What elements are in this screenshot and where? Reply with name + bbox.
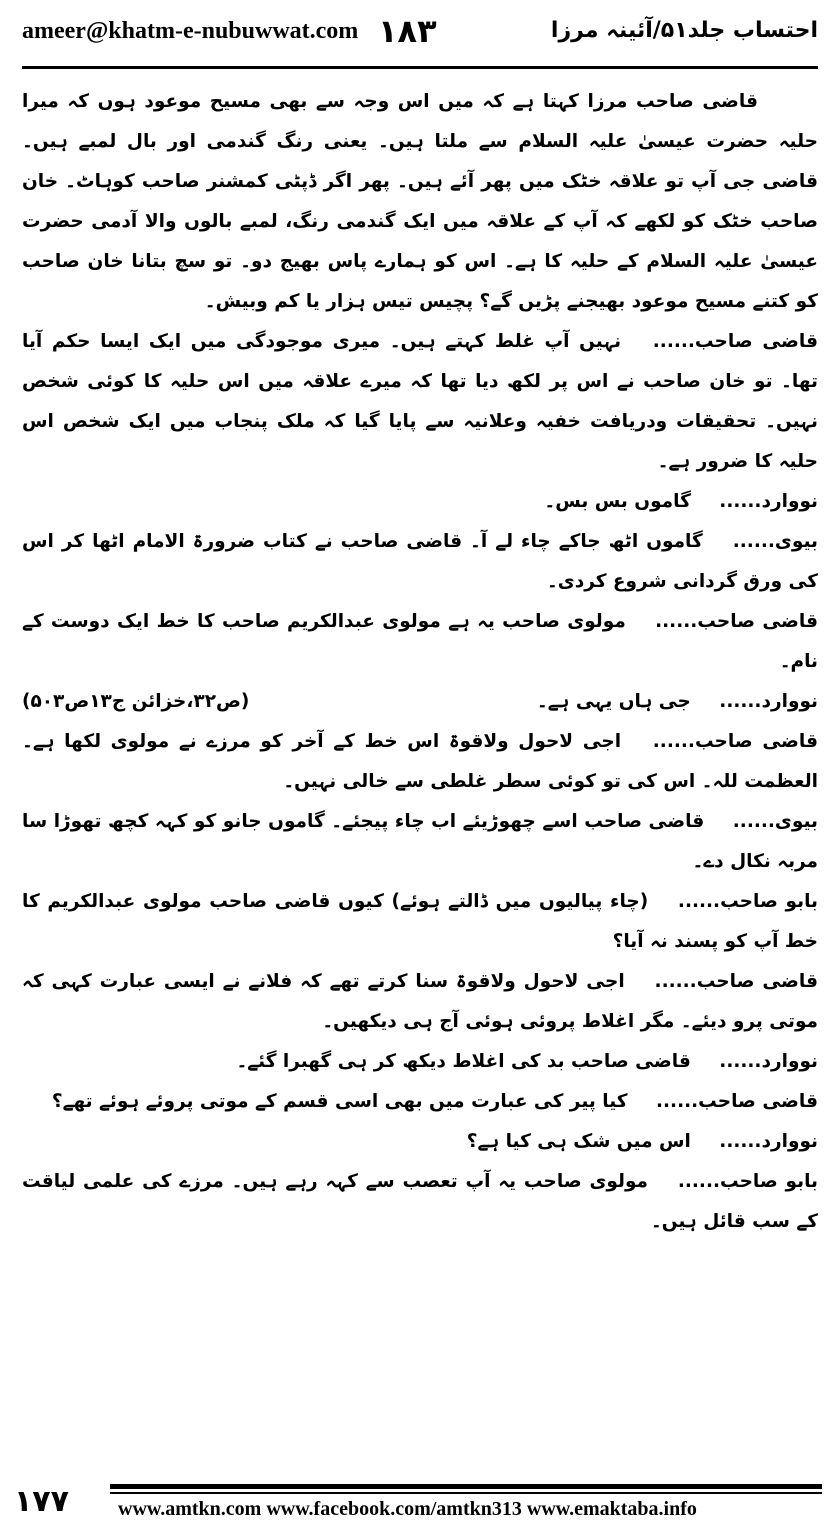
dialogue-text: گاموں بس بس۔ (544, 491, 691, 512)
speaker-label: بیوی...... (732, 531, 818, 552)
dialogue-line (22, 1162, 818, 1242)
speaker-label: قاضی صاحب...... (654, 971, 818, 992)
speaker-label: نووارد...... (719, 491, 818, 512)
dialogue-line (22, 1042, 818, 1082)
book-title: احتساب جلد۵۱/آئینہ مرزا (550, 18, 818, 43)
dialogue-line (22, 322, 818, 482)
speaker-label: بیوی...... (732, 811, 818, 832)
page-body (22, 82, 818, 1462)
original-page-number: ۱۷۷ (14, 1484, 69, 1519)
footer-links: www.amtkn.com www.facebook.com/amtkn313 www.emaktaba.info (118, 1498, 697, 1520)
page-header (0, 0, 840, 76)
dialogue-text: (چاء پیالیوں میں ڈالتے ہوئے) کیوں قاضی صاحب مولوی عبدالکریم کا خط آپ کو پسند نہ آیا؟ (22, 891, 818, 952)
speaker-label: قاضی صاحب...... (652, 731, 818, 752)
dialogue-line (22, 722, 818, 802)
dialogue-line (22, 602, 818, 682)
dialogue-text: اجی لاحول ولاقوۃ اس خط کے آخر کو مرزے نے مولوی لکھا ہے۔ العظمت للہ۔ اس کی تو کوئی سطر غلطی سے خالی نہیں۔ (22, 731, 818, 792)
dialogue-text: جی ہاں یہی ہے۔ (536, 691, 691, 712)
page-number: ۱۸۳ (378, 12, 437, 50)
paragraph-1: قاضی صاحب مرزا کہتا ہے کہ میں اس وجہ سے بھی مسیح موعود ہوں کہ میرا حلیہ حضرت عیسیٰ علیہ السلام سے ملتا ہیں۔ یعنی رنگ گندمی اور بال لمبے ہیں۔ قاضی جی آپ تو علاقہ خٹک میں پھر آئے ہیں۔ پھر اگر ڈپٹی کمشنر صاحب کوہاٹ۔ خان صاحب خٹک کو لکھے کہ آپ کے علاقہ میں ایک گندمی رنگ، لمبے بالوں والا آدمی حضرت عیسیٰ علیہ السلام کے حلیہ کا ہے۔ اس کو ہمارے پاس بھیج دو۔ تو سچ بتانا خان صاحب کو کتنے مسیح موعود بھیجنے پڑیں گے؟ پچیس تیس ہزار یا کم وبیش۔ (22, 91, 818, 312)
dialogue-line (22, 482, 818, 522)
dialogue-line (22, 1122, 818, 1162)
dialogue-text: اجی لاحول ولاقوۃ سنا کرتے تھے کہ فلانے نے ایسی عبارت کہی کہ موتی پرو دیئے۔ مگر اغلاط پروئی ہوئی آج ہی دیکھیں۔ (22, 971, 818, 1032)
dialogue-line (22, 682, 818, 722)
citation-reference: (ص۳۲،خزائن ج۱۳ص۵۰۳) (22, 691, 250, 712)
header-rule (22, 66, 818, 69)
dialogue-text: مولوی صاحب یہ آپ تعصب سے کہہ رہے ہیں۔ مرزے کی علمی لیاقت کے سب قائل ہیں۔ (22, 1171, 818, 1232)
speaker-label: نووارد...... (719, 691, 818, 712)
speaker-label: بابو صاحب...... (677, 891, 818, 912)
dialogue-line (22, 522, 818, 602)
speaker-label: بابو صاحب...... (677, 1171, 818, 1192)
dialogue-line (22, 882, 818, 962)
footer-rule-thick (110, 1484, 822, 1489)
dialogue-line (22, 962, 818, 1042)
dialogue-text: گاموں اٹھ جاکے چاء لے آ۔ قاضی صاحب نے کتاب ضرورۃ الامام اٹھا کر اس کی ورق گردانی شروع کردی۔ (22, 531, 818, 592)
dialogue-text: نہیں آپ غلط کہتے ہیں۔ میری موجودگی میں ایک ایسا حکم آیا تھا۔ تو خان صاحب نے اس پر لکھ دیا تھا کہ میرے علاقہ میں اس حلیہ کا کوئی شخص نہیں۔ تحقیقات ودریافت خفیہ وعلانیہ سے پایا گیا کہ ملک پنجاب میں ایک شخص اس حلیہ کا ضرور ہے۔ (22, 331, 818, 472)
dialogue-line (22, 1082, 818, 1122)
dialogue-line (22, 802, 818, 882)
speaker-label: نووارد...... (719, 1131, 818, 1152)
dialogue-text: اس میں شک ہی کیا ہے؟ (466, 1131, 691, 1152)
footer-rule-thin (110, 1492, 822, 1494)
speaker-label: قاضی صاحب...... (655, 1091, 818, 1112)
speaker-label: نووارد...... (719, 1051, 818, 1072)
speaker-label: قاضی صاحب...... (652, 331, 818, 352)
speaker-label: قاضی صاحب...... (655, 611, 818, 632)
page-footer (0, 1468, 840, 1540)
header-email: ameer@khatm-e-nubuwwat.com (22, 18, 359, 44)
dialogue-text: مولوی صاحب یہ ہے مولوی عبدالکریم صاحب کا خط ایک دوست کے نام۔ (22, 611, 818, 672)
dialogue-text: کیا پیر کی عبارت میں بھی اسی قسم کے موتی پروئے ہوئے تھے؟ (51, 1091, 628, 1112)
dialogue-text: قاضی صاحب اسے چھوڑیئے اب چاء پیجئے۔ گاموں جانو کو کہہ کچھ تھوڑا سا مربہ نکال دے۔ (22, 811, 818, 872)
dialogue-text: قاضی صاحب بد کی اغلاط دیکھ کر ہی گھبرا گئے۔ (236, 1051, 691, 1072)
